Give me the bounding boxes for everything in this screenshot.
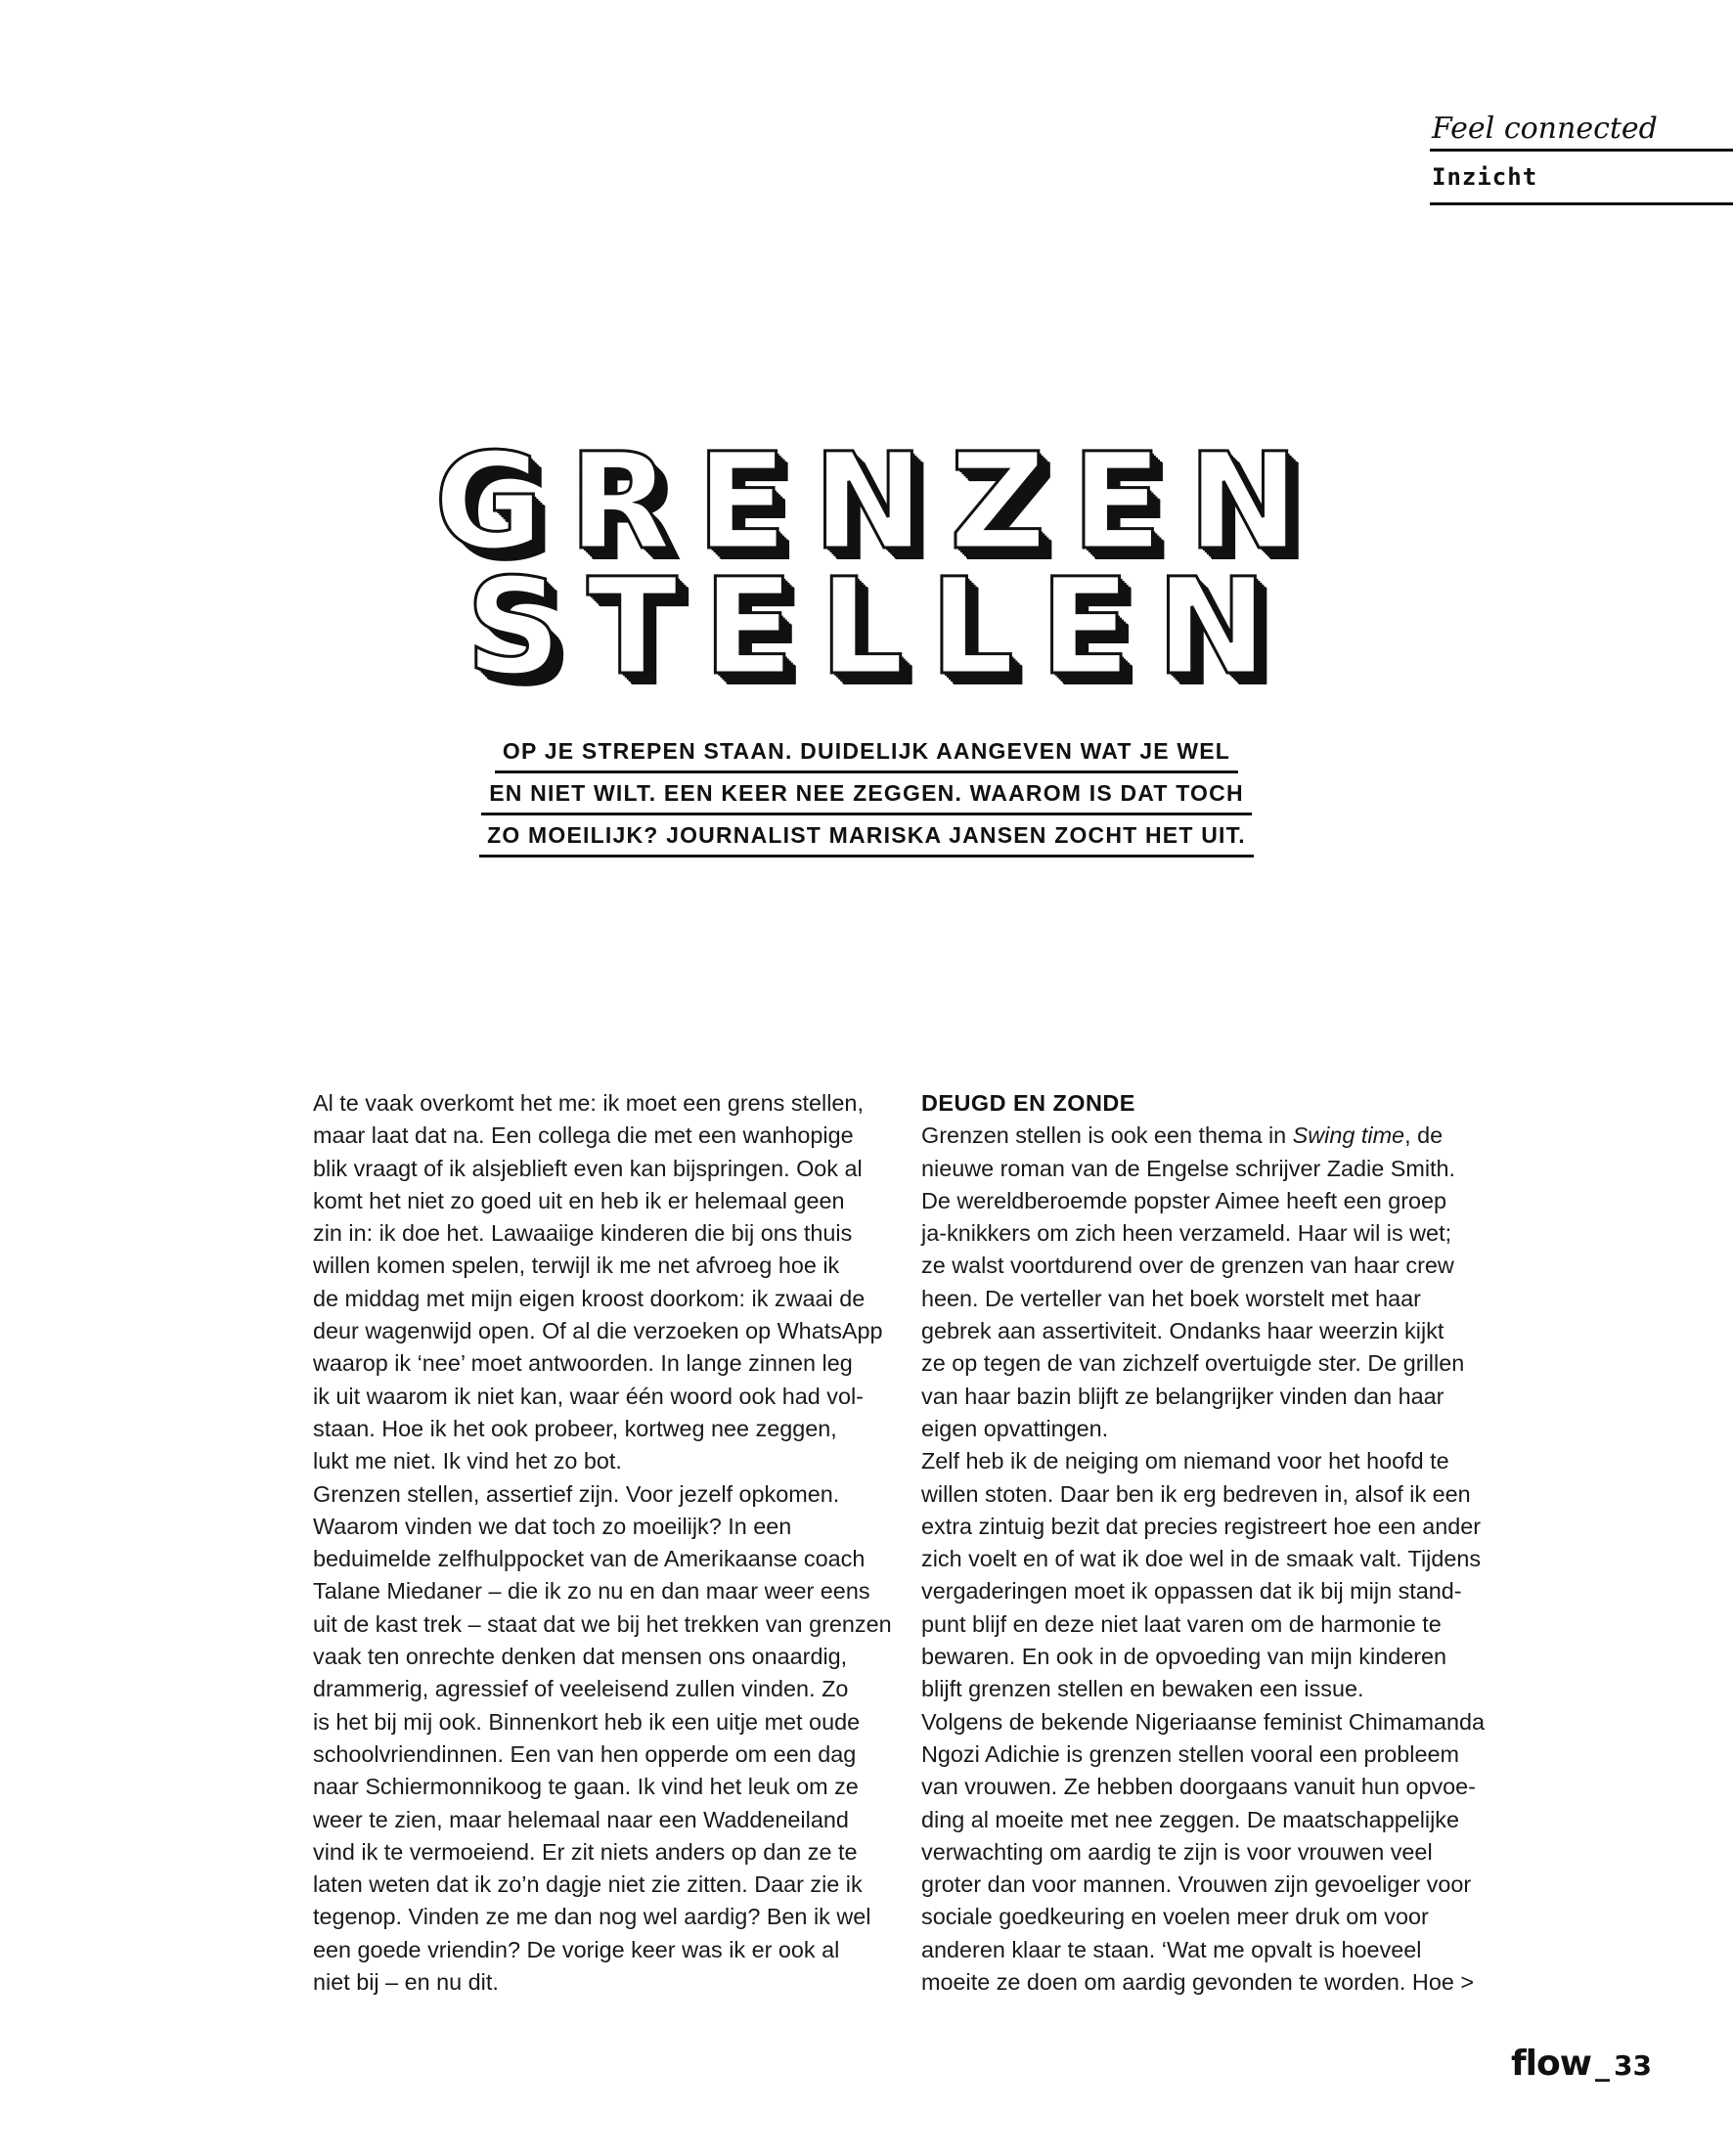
body-column-right — [921, 1087, 1528, 1999]
text-line: punt blijf en deze niet laat varen om de harmonie te — [921, 1610, 1442, 1637]
text-line: de middag met mijn eigen kroost doorkom: ik zwaai de — [313, 1285, 866, 1311]
title-line-1: GRENZEN — [433, 425, 1325, 580]
section-tag — [1430, 110, 1733, 205]
text-line: Waarom vinden we dat toch zo moeilijk? In een — [313, 1513, 792, 1539]
text-line: laten weten dat ik zo’n dagje niet zie zitten. Daar zie ik — [313, 1871, 863, 1898]
text-line: eigen opvattingen. — [921, 1415, 1109, 1441]
section-category: Feel connected — [1432, 111, 1658, 146]
intro-line: ZO MOEILIJK? JOURNALIST MARISKA JANSEN ZOCHT HET UIT. — [479, 815, 1254, 858]
article-title — [0, 425, 1733, 705]
text-line: naar Schiermonnikoog te gaan. Ik vind het leuk om ze — [313, 1774, 859, 1800]
text-line: willen komen spelen, terwijl ik me net afvroeg hoe ik — [313, 1253, 840, 1279]
text-line: verwachting om aardig te zijn is voor vrouwen veel — [921, 1838, 1433, 1865]
text-line: zin in: ik doe het. Lawaaiige kinderen die bij ons thuis — [313, 1220, 853, 1247]
text-line: ze walst voortdurend over de grenzen van haar crew — [921, 1253, 1454, 1279]
text-line: tegenop. Vinden ze me dan nog wel aardig? Ben ik wel — [313, 1904, 871, 1930]
book-title: Swing time — [1292, 1122, 1405, 1149]
text-line: extra zintuig bezit dat precies registreert hoe een ander — [921, 1513, 1482, 1539]
section-subcategory: Inzicht — [1432, 163, 1538, 191]
text-line: waarop ik ‘nee’ moet antwoorden. In lange zinnen leg — [313, 1350, 853, 1377]
text-line — [921, 1120, 1528, 1152]
text-line: uit de kast trek – staat dat we bij het trekken van grenzen — [313, 1610, 892, 1637]
text-line: ze op tegen de van zichzelf overtuigde ster. De grillen — [921, 1350, 1465, 1377]
flow-logo: flow — [1511, 2044, 1591, 2084]
text-line: ik uit waarom ik niet kan, waar één woord ook had vol- — [313, 1383, 864, 1409]
text-line: van haar bazin blijft ze belangrijker vinden dan haar — [921, 1383, 1444, 1409]
text-line: Grenzen stellen, assertief zijn. Voor jezelf opkomen. — [313, 1480, 840, 1507]
section-rule-bottom — [1430, 202, 1733, 205]
text-line: een goede vriendin? De vorige keer was ik er ook al — [313, 1936, 840, 1962]
text-line: zich voelt en of wat ik doe wel in de smaak valt. Tijdens — [921, 1546, 1482, 1572]
text-line: vind ik te vermoeiend. Er zit niets anders op dan ze te — [313, 1838, 858, 1865]
text-line: drammerig, agressief of veeleisend zullen vinden. Zo — [313, 1676, 849, 1702]
text-line: bewaren. En ook in de opvoeding van mijn kinderen — [921, 1644, 1447, 1670]
body-text-left — [313, 1087, 919, 1999]
text-line: van vrouwen. Ze hebben doorgaans vanuit hun opvoe- — [921, 1774, 1476, 1800]
text-line: schoolvriendinnen. Een van hen opperde om een dag — [313, 1740, 857, 1767]
text-line: niet bij – en nu dit. — [313, 1969, 499, 1996]
text-line: Ngozi Adichie is grenzen stellen vooral een probleem — [921, 1740, 1459, 1767]
text-line: sociale goedkeuring en voelen meer druk om voor — [921, 1904, 1429, 1930]
text-fragment: Grenzen stellen is ook een thema in — [921, 1122, 1293, 1149]
text-line: Zelf heb ik de neiging om niemand voor het hoofd te — [921, 1448, 1449, 1474]
text-line: Talane Miedaner – die ik zo nu en dan maar weer eens — [313, 1578, 870, 1605]
text-line: vergaderingen moet ik oppassen dat ik bij mijn stand- — [921, 1578, 1462, 1605]
text-line: weer te zien, maar helemaal naar een Waddeneiland — [313, 1806, 849, 1832]
text-line: gebrek aan assertiviteit. Ondanks haar weerzin kijkt — [921, 1318, 1444, 1344]
text-line: willen stoten. Daar ben ik erg bedreven in, alsof ik een — [921, 1480, 1471, 1507]
text-line: heen. De verteller van het boek worstelt met haar — [921, 1285, 1421, 1311]
text-line: groter dan voor mannen. Vrouwen zijn gevoeliger voor — [921, 1871, 1472, 1898]
text-line: Al te vaak overkomt het me: ik moet een grens stellen, — [313, 1090, 864, 1116]
article-intro — [0, 731, 1733, 858]
intro-line: OP JE STREPEN STAAN. DUIDELIJK AANGEVEN WAT JE WEL — [495, 731, 1238, 773]
text-line: komt het niet zo goed uit en heb ik er helemaal geen — [313, 1187, 845, 1213]
text-line: ding al moeite met nee zeggen. De maatschappelijke — [921, 1806, 1460, 1832]
text-line: nieuwe roman van de Engelse schrijver Zadie Smith. — [921, 1155, 1456, 1181]
text-line: blijft grenzen stellen en bewaken een issue. — [921, 1676, 1364, 1702]
text-line: staan. Hoe ik het ook probeer, kortweg nee zeggen, — [313, 1415, 837, 1441]
text-line: blik vraagt of ik alsjeblieft even kan bijspringen. Ook al — [313, 1155, 863, 1181]
text-line: beduimelde zelfhulppocket van de Amerikaanse coach — [313, 1546, 866, 1572]
page-footer — [1511, 2044, 1652, 2092]
title-line-2: STELLEN — [466, 550, 1293, 705]
text-line: Volgens de bekende Nigeriaanse feminist Chimamanda — [921, 1708, 1486, 1735]
text-line: moeite ze doen om aardig gevonden te worden. Hoe > — [921, 1969, 1474, 1996]
subheading: DEUGD EN ZONDE — [921, 1090, 1135, 1116]
text-line: maar laat dat na. Een collega die met een wanhopige — [313, 1122, 854, 1149]
text-line: anderen klaar te staan. ‘Wat me opvalt is hoeveel — [921, 1936, 1422, 1962]
text-line: De wereldberoemde popster Aimee heeft een groep — [921, 1187, 1447, 1213]
text-fragment: , de — [1404, 1122, 1444, 1149]
footer-separator: _ — [1595, 2048, 1610, 2083]
text-line: is het bij mij ook. Binnenkort heb ik een uitje met oude — [313, 1708, 861, 1735]
page-number: 33 — [1614, 2049, 1652, 2082]
text-line: deur wagenwijd open. Of al die verzoeken op WhatsApp — [313, 1318, 883, 1344]
text-line: vaak ten onrechte denken dat mensen ons onaardig, — [313, 1644, 848, 1670]
intro-line: EN NIET WILT. EEN KEER NEE ZEGGEN. WAAROM IS DAT TOCH — [481, 773, 1252, 815]
text-line: ja-knikkers om zich heen verzameld. Haar wil is wet; — [921, 1220, 1452, 1247]
text-line: lukt me niet. Ik vind het zo bot. — [313, 1448, 622, 1474]
body-column-left — [313, 1087, 919, 1999]
